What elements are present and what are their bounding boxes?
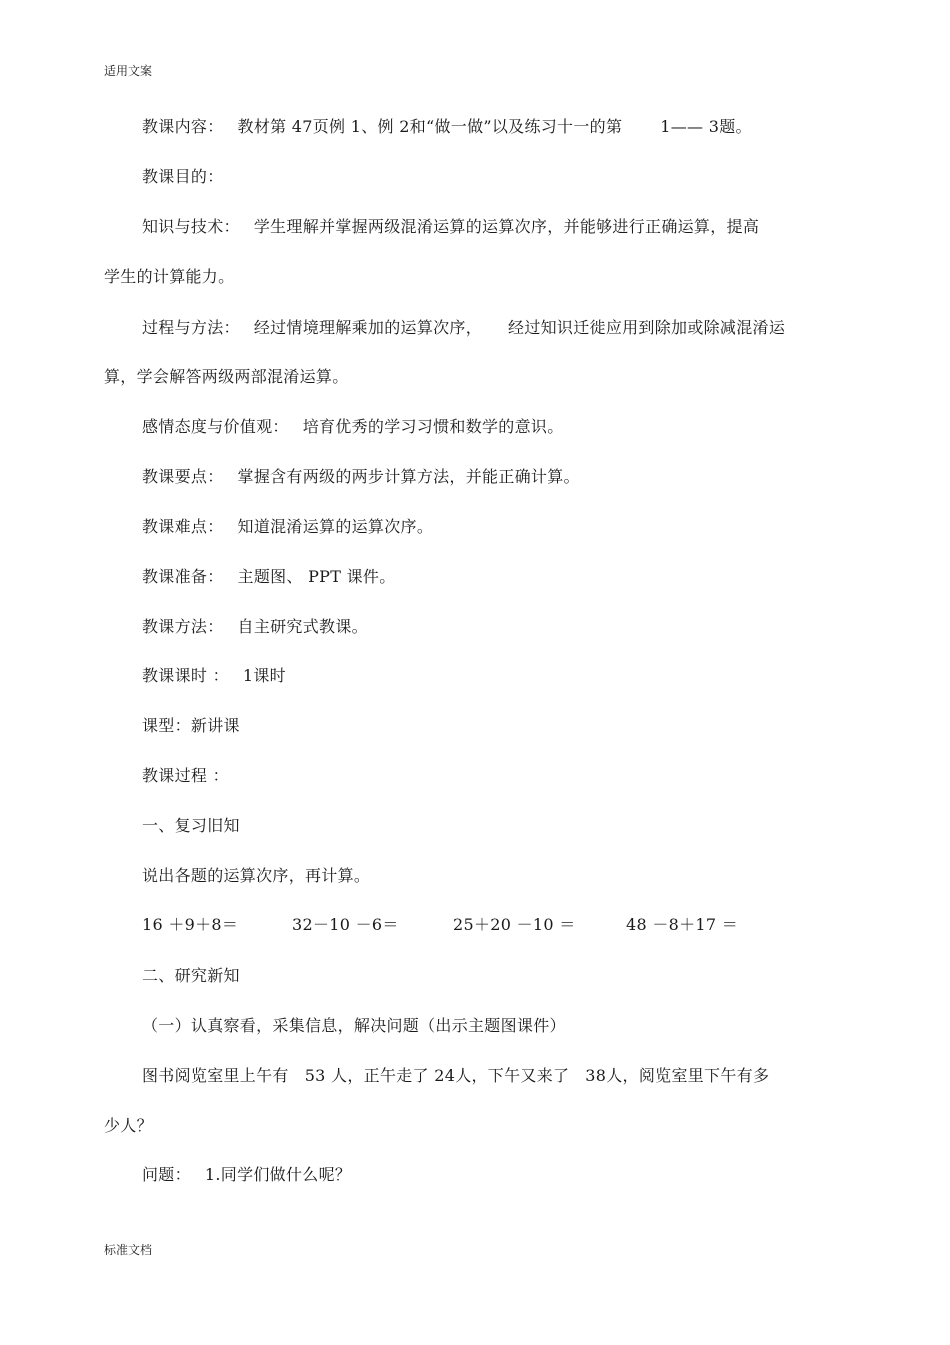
label: 过程与方法： [142, 318, 240, 337]
label: 教课方法： [142, 617, 224, 636]
teaching-content-line [142, 117, 752, 137]
label: 教课准备： [142, 567, 224, 586]
text: 学生理解并掌握两级混淆运算的运算次序，并能够进行正确运算，提高 [253, 217, 760, 236]
equation-3: 25＋20 －10 ＝ [453, 915, 576, 934]
question-line [142, 1165, 351, 1185]
problem-line-1 [142, 1066, 769, 1086]
text: 自主研究式教课。 [237, 617, 368, 636]
process-line-1 [142, 318, 785, 338]
problem-line-2: 少人？ [104, 1116, 153, 1135]
text: 经过情境理解乘加的运算次序， [253, 318, 483, 337]
label: 教课难点： [142, 517, 224, 536]
new-knowledge-heading: 二、研究新知 [142, 966, 240, 985]
review-instruction: 说出各题的运算次序，再计算。 [142, 866, 371, 885]
difficulty-line [142, 517, 433, 537]
text-tail: 1—— 3题。 [660, 117, 752, 136]
equation-1: 16 ＋9＋8＝ [142, 915, 239, 934]
lesson-type-line: 课型：新讲课 [142, 716, 240, 735]
label: 教课课时 ： [142, 666, 229, 685]
prep-line [142, 567, 396, 587]
observe-subheading: （一）认真察看，采集信息，解决问题（出示主题图课件） [142, 1016, 566, 1035]
emotion-line [142, 417, 564, 437]
text-3: 38人，阅览室里下午有多 [585, 1066, 770, 1085]
text: 1课时 [242, 666, 286, 685]
equation-2: 32－10 －6＝ [292, 915, 399, 934]
knowledge-line-2: 学生的计算能力。 [104, 267, 235, 286]
keypoint-line [142, 467, 580, 487]
text: 培育优秀的学习习惯和数学的意识。 [302, 417, 564, 436]
text: 知道混淆运算的运算次序。 [237, 517, 434, 536]
review-heading: 一、复习旧知 [142, 816, 240, 835]
text-2: 经过知识迁徙应用到除加或除减混淆运 [508, 318, 786, 337]
label: 感情态度与价值观： [142, 417, 289, 436]
teaching-goal-heading: 教课目的： [142, 167, 224, 186]
text: 掌握含有两级的两步计算方法，并能正确计算。 [237, 467, 580, 486]
text-2: 53 人，正午走了 24人，下午又来了 [304, 1066, 570, 1085]
process-line-2: 算，学会解答两级两部混淆运算。 [104, 367, 349, 386]
label: 教课要点： [142, 467, 224, 486]
text: 图书阅览室里上午有 [142, 1066, 289, 1085]
method-line [142, 617, 368, 637]
page-footer: 标准文档 [104, 1243, 153, 1257]
page-header: 适用文案 [104, 64, 153, 78]
hours-line [142, 666, 286, 686]
label: 问题： [142, 1165, 191, 1184]
text: 1.同学们做什么呢？ [204, 1165, 352, 1184]
text: 教材第 47页例 1、例 2和“做一做”以及练习十一的第 [237, 117, 623, 136]
procedure-heading: 教课过程 ： [142, 766, 229, 785]
knowledge-line-1 [142, 217, 759, 237]
text: 主题图、 PPT 课件。 [237, 567, 396, 586]
label: 知识与技术： [142, 217, 240, 236]
label: 教课内容： [142, 117, 224, 136]
equation-4: 48 －8＋17 ＝ [626, 915, 739, 934]
